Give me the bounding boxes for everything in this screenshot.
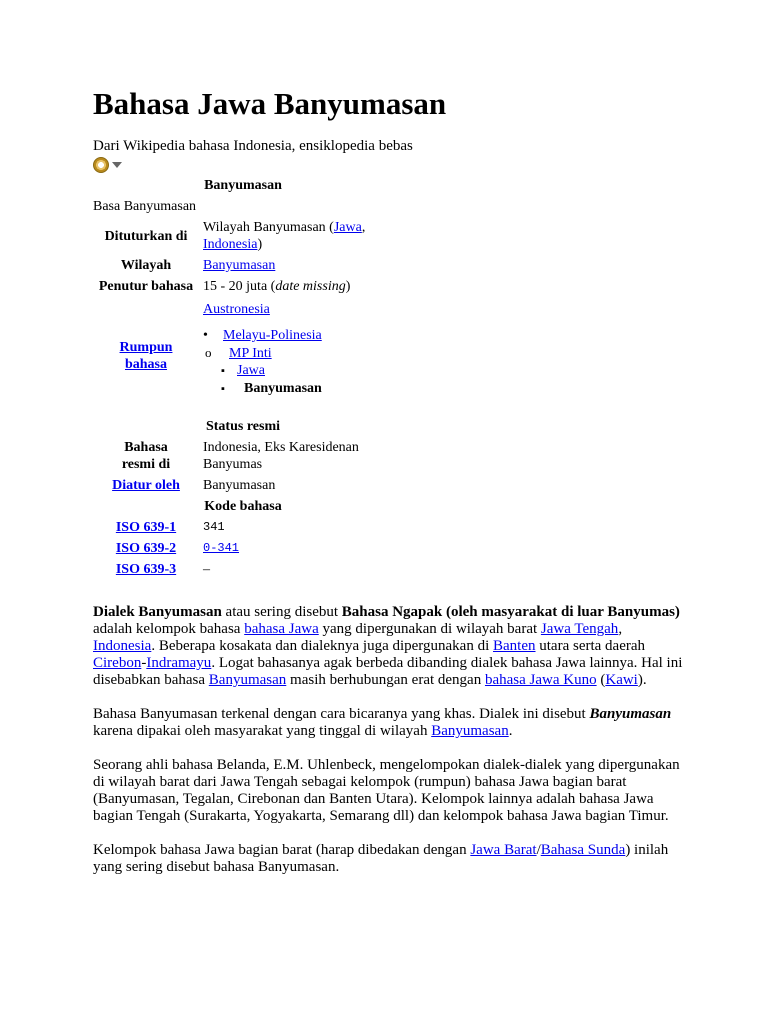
link-iso-639-1[interactable]: ISO 639-1 <box>115 520 177 535</box>
text: . Logat bahasanya agak berbeda dibanding dialek bahasa Jawa lainnya. Hal ini disebabkan bahasa <box>93 655 683 688</box>
tree-item <box>203 327 393 344</box>
label-official-in <box>91 437 201 475</box>
row-iso1 <box>91 517 395 538</box>
row-regulated-by <box>91 475 395 496</box>
label-iso1 <box>91 517 201 538</box>
value-iso3: – <box>203 562 210 577</box>
text: - <box>141 655 147 671</box>
official-in-label-text: Bahasa resmi di <box>121 440 171 472</box>
link-region-banyumasan[interactable]: Banyumasan <box>203 258 276 273</box>
link-iso-639-3[interactable]: ISO 639-3 <box>115 562 177 577</box>
link-melayu-polinesia[interactable]: Melayu-Polinesia <box>223 328 322 343</box>
speakers-note: date missing <box>275 279 346 294</box>
page-subtitle: Dari Wikipedia bahasa Indonesia, ensiklopedia bebas <box>93 138 413 154</box>
link-rumpun-bahasa[interactable]: Rumpun bahasa <box>119 339 173 372</box>
infobox <box>91 175 395 580</box>
value-regulated-by: Banyumasan <box>203 478 276 493</box>
link-iso-639-2[interactable]: ISO 639-2 <box>115 541 177 556</box>
section-language-codes: Kode bahasa <box>204 499 282 514</box>
text: ( <box>596 672 606 688</box>
text: Kelompok bahasa Jawa bagian barat (harap dibedakan dengan <box>93 842 471 858</box>
link-bahasa-jawa-kuno[interactable]: bahasa Jawa Kuno <box>484 672 597 688</box>
link-iso2-code[interactable]: 0-341 <box>203 541 240 555</box>
row-iso2 <box>91 538 395 559</box>
value-region <box>201 255 395 276</box>
link-banten[interactable]: Banten <box>493 638 536 654</box>
link-indonesia-body[interactable]: Indonesia <box>93 638 152 654</box>
tree-current: Banyumasan <box>244 381 322 396</box>
label-family <box>91 297 201 414</box>
text: yang dipergunakan di wilayah barat <box>318 621 541 637</box>
text: utara serta daerah <box>535 638 646 654</box>
label-speakers: Penutur bahasa <box>98 279 194 294</box>
value-iso2 <box>201 538 395 559</box>
label-region: Wilayah <box>120 258 172 273</box>
language-selector[interactable] <box>93 157 122 173</box>
paragraph-4 <box>93 842 683 876</box>
row-region <box>91 255 395 276</box>
text: atau sering disebut <box>221 604 342 620</box>
value-speakers <box>201 276 395 297</box>
link-jawa-tengah[interactable]: Jawa Tengah <box>540 621 619 637</box>
row-speakers <box>91 276 395 297</box>
label-iso3 <box>91 559 201 580</box>
text: ). <box>637 672 647 688</box>
row-spoken-in <box>91 217 395 255</box>
link-diatur-oleh[interactable]: Diatur oleh <box>112 478 180 493</box>
link-jawa-barat[interactable]: Jawa Barat <box>470 842 537 858</box>
paragraph-1 <box>93 604 683 689</box>
text: karena dipakai oleh masyarakat yang tinggal di wilayah <box>93 723 432 739</box>
speakers-text: 15 - 20 juta ( <box>203 279 276 294</box>
label-regulated-by <box>91 475 201 496</box>
family-tree <box>203 327 393 398</box>
tree-item <box>203 362 393 380</box>
chevron-down-icon[interactable] <box>112 162 122 168</box>
row-family <box>91 297 395 414</box>
speakers-close: ) <box>345 279 351 294</box>
link-indramayu[interactable]: Indramayu <box>146 655 212 671</box>
section-official-status: Status resmi <box>205 419 281 434</box>
row-iso3 <box>91 559 395 580</box>
term-dialek-banyumasan: Dialek Banyumasan <box>93 604 222 620</box>
value-iso1: 341 <box>203 520 225 534</box>
link-jawa-tree[interactable]: Jawa <box>237 363 265 378</box>
link-bahasa-jawa[interactable]: bahasa Jawa <box>244 621 319 637</box>
text: . <box>508 723 513 739</box>
value-official-in: Indonesia, Eks Karesidenan Banyumas <box>203 440 359 472</box>
text: masih berhubungan erat dengan <box>286 672 485 688</box>
link-kawi[interactable]: Kawi <box>605 672 638 688</box>
value-spoken-in <box>201 217 395 255</box>
row-official-in <box>91 437 395 475</box>
text: , <box>618 621 623 637</box>
link-jawa[interactable]: Jawa <box>333 220 362 235</box>
link-austronesia[interactable]: Austronesia <box>203 302 270 317</box>
link-bahasa-sunda[interactable]: Bahasa Sunda <box>540 842 626 858</box>
article-body <box>93 604 683 893</box>
paragraph-2 <box>93 706 683 740</box>
tree-item <box>203 344 393 362</box>
term-banyumasan: Banyumasan <box>589 706 672 722</box>
label-spoken-in: Dituturkan di <box>104 228 188 244</box>
spoken-in-close: ) <box>257 237 263 252</box>
text: adalah kelompok bahasa <box>93 621 245 637</box>
spoken-in-text: Wilayah Banyumasan ( <box>203 220 334 235</box>
text: ) inilah yang sering disebut bahasa Banyumasan. <box>93 842 669 875</box>
link-wilayah-banyumasan[interactable]: Banyumasan <box>431 723 509 739</box>
infobox-title: Banyumasan <box>204 178 282 193</box>
link-mp-inti[interactable]: MP Inti <box>229 346 272 361</box>
gear-icon[interactable] <box>93 157 109 173</box>
page-title: Bahasa Jawa Banyumasan <box>93 86 447 121</box>
text: / <box>536 842 541 858</box>
text: . Beberapa kosakata dan dialeknya juga dipergunakan di <box>151 638 494 654</box>
link-banyumasan-body[interactable]: Banyumasan <box>208 672 287 688</box>
label-iso2 <box>91 538 201 559</box>
link-indonesia[interactable]: Indonesia <box>203 237 258 252</box>
infobox-native-name: Basa Banyumasan <box>93 199 197 214</box>
tree-item <box>203 380 393 398</box>
paragraph-3: Seorang ahli bahasa Belanda, E.M. Uhlenbeck, mengelompokan dialek-dialek yang dipergunakan di wilayah barat dari Jawa Tengah sebagai kelompok (rumpun) bahasa Jawa bagian barat (Banyumasan, Tegalan, Cirebonan dan Banten Utara). Kelompok lainnya adalah bahasa Jawa bagian Tengah (Surakarta, Yogyakarta, Semarang dll) dan kelompok bahasa Jawa bagian Timur. <box>93 757 680 824</box>
spoken-in-sep: , <box>361 220 366 235</box>
term-bahasa-ngapak: Bahasa Ngapak (oleh masyarakat di luar Banyumas) <box>341 604 680 620</box>
link-cirebon[interactable]: Cirebon <box>93 655 142 671</box>
value-family <box>201 297 395 414</box>
text: Bahasa Banyumasan terkenal dengan cara bicaranya yang khas. Dialek ini disebut <box>93 706 590 722</box>
